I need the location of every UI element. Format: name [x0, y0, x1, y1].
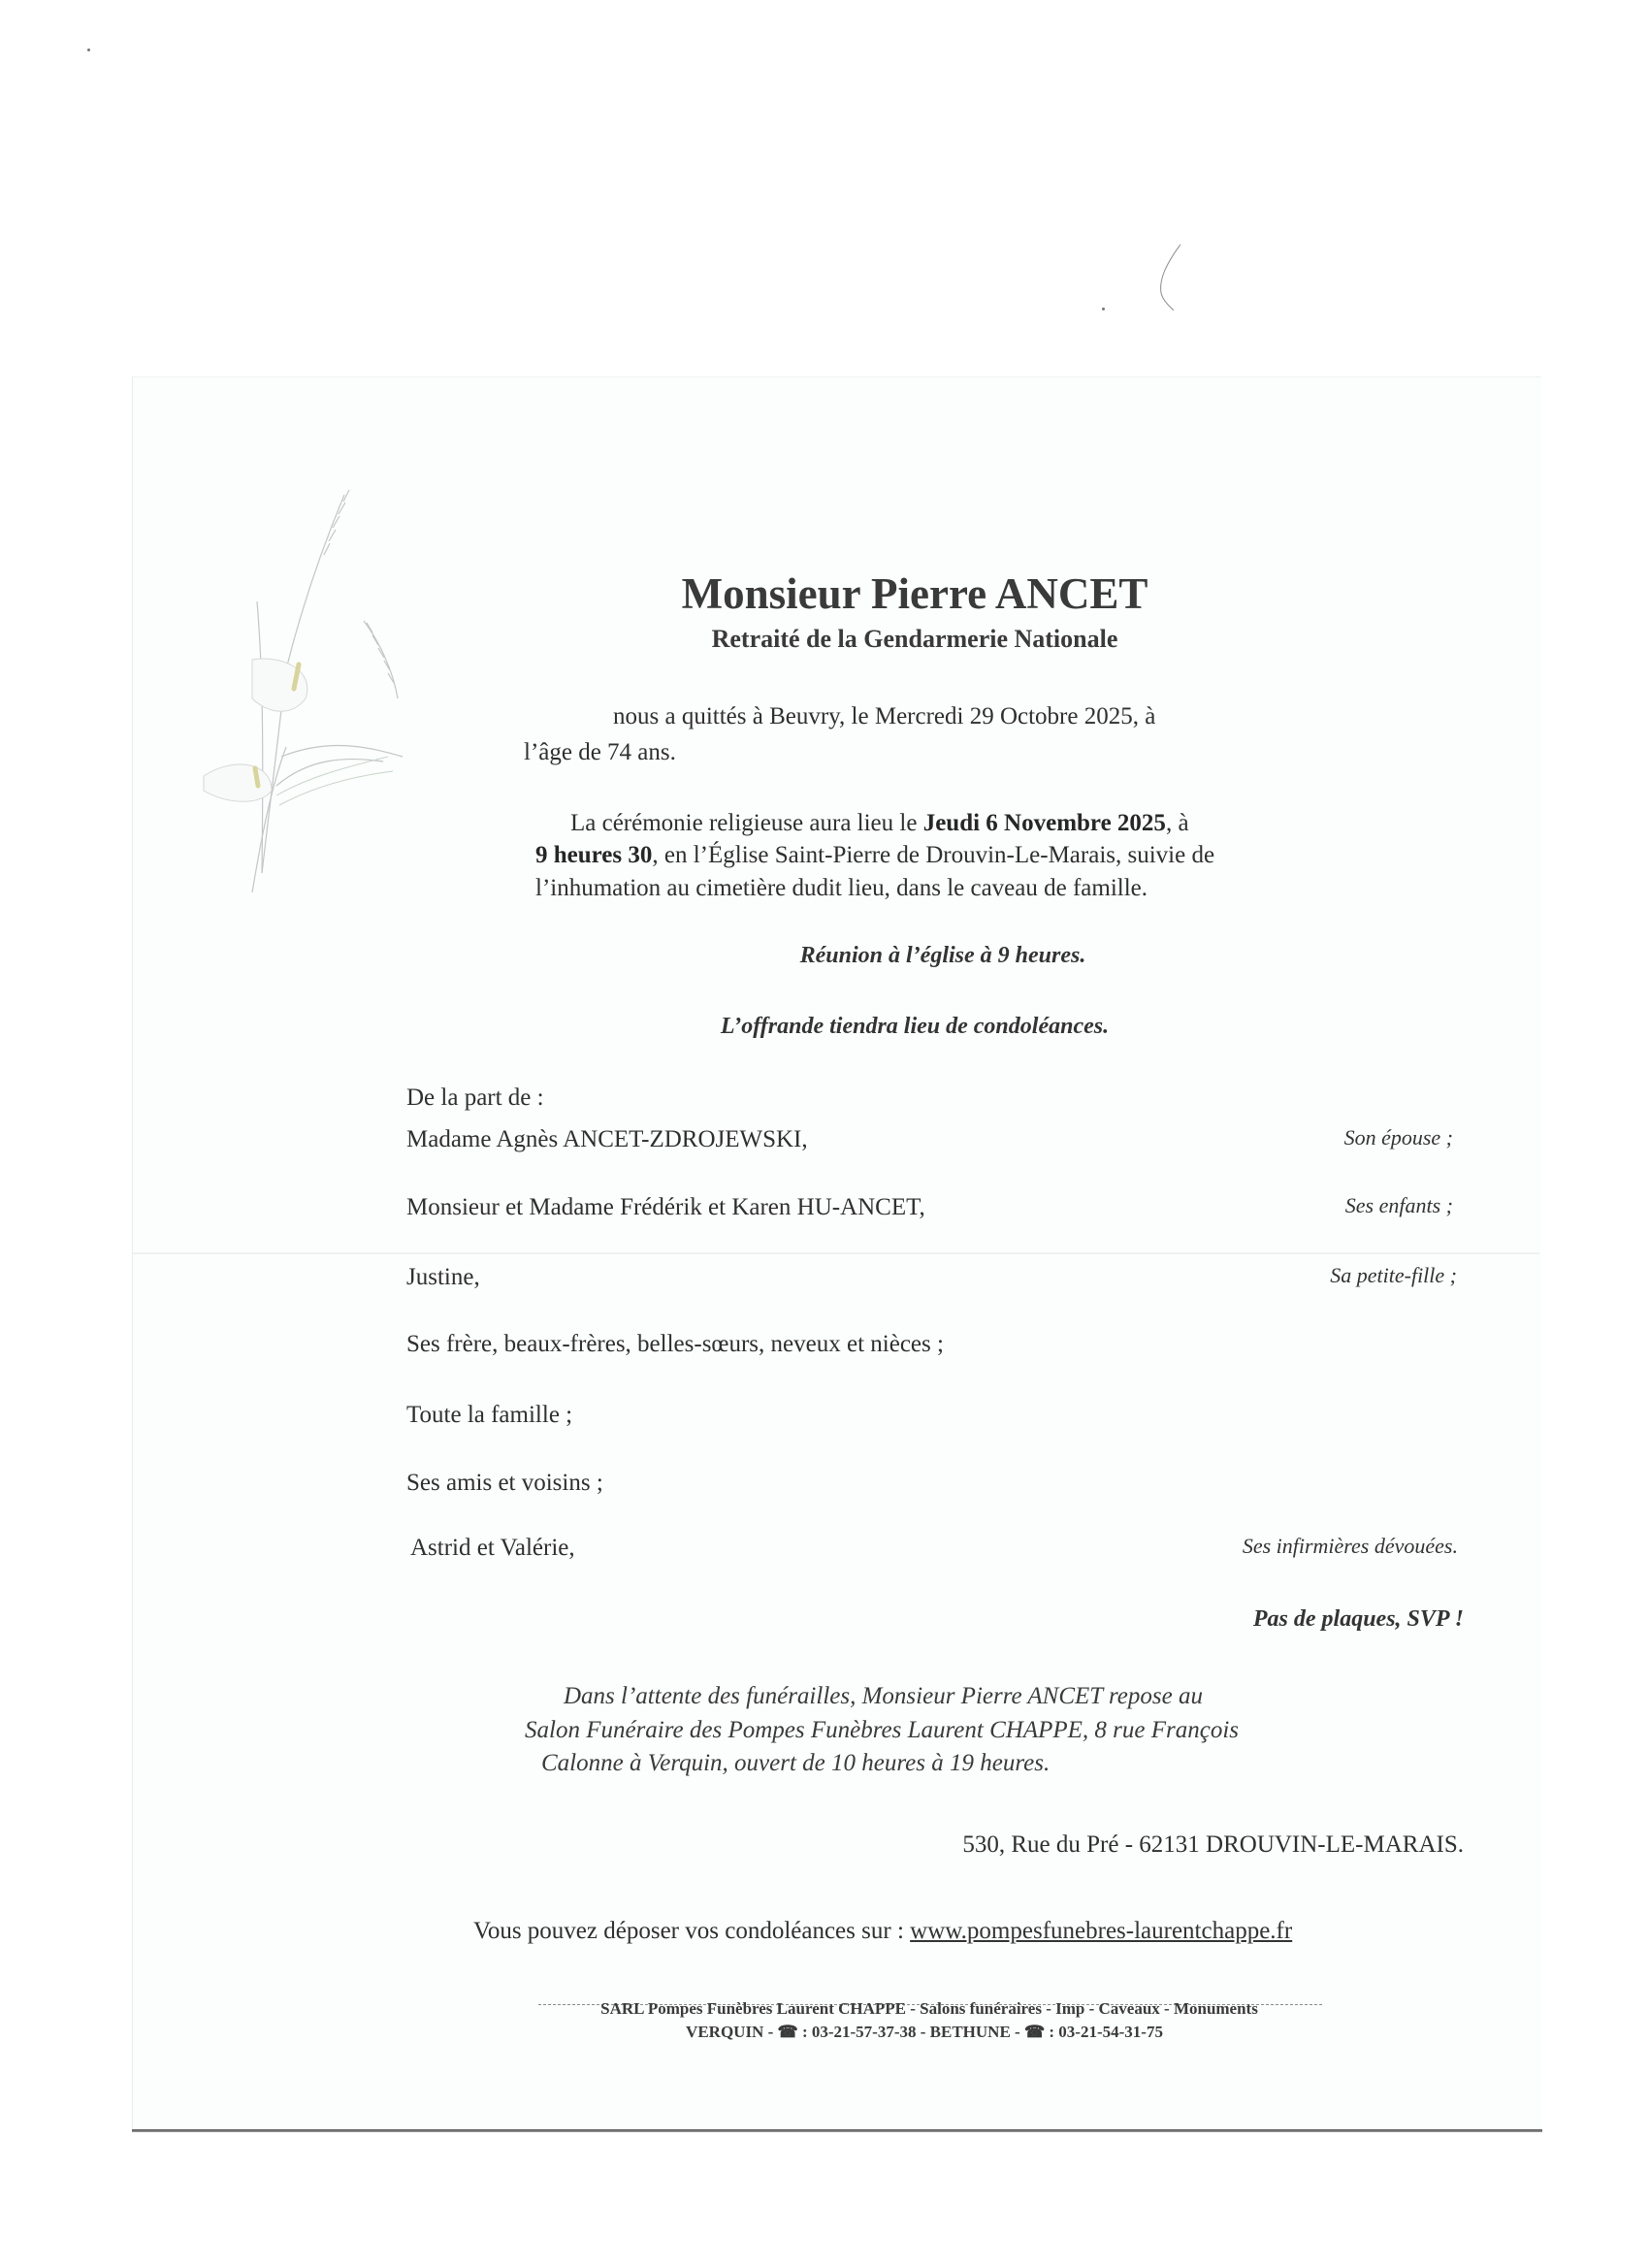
- footer-text: : 03-21-54-31-75: [1045, 2023, 1163, 2041]
- no-plaques-note: Pas de plaques, SVP !: [1252, 1606, 1464, 1632]
- fold-line: [133, 1252, 1539, 1254]
- pen-mark: [1159, 243, 1188, 315]
- family-name: Madame Agnès ANCET-ZDROJEWSKI,: [406, 1126, 808, 1152]
- meeting-note: Réunion à l’église à 9 heures.: [799, 943, 1086, 968]
- family-name: Astrid et Valérie,: [410, 1535, 575, 1561]
- family-relation: Son épouse ;: [1343, 1125, 1453, 1150]
- family-name: Ses frère, beaux-frères, belles-sœurs, neveux et nièces ;: [406, 1331, 944, 1357]
- from-label: De la part de :: [406, 1085, 544, 1111]
- ceremony-line-2: [535, 843, 1214, 867]
- scan-speck: [1102, 308, 1105, 310]
- ceremony-text: , à: [1165, 810, 1189, 836]
- family-relation: Sa petite-fille ;: [1330, 1263, 1457, 1287]
- card-bottom-edge: [132, 2129, 1542, 2132]
- scan-speck: [87, 49, 90, 51]
- ceremony-line-1: [570, 811, 1189, 835]
- telephone-icon: ☎: [777, 2023, 798, 2041]
- funeral-home-line-3: Calonne à Verquin, ouvert de 10 heures à 19 heures.: [541, 1750, 1051, 1776]
- condolences-link[interactable]: www.pompesfunebres-laurentchappe.fr: [910, 1918, 1293, 1944]
- family-name: Justine,: [406, 1264, 480, 1290]
- footer-text: : 03-21-57-37-38 - BETHUNE -: [797, 2023, 1024, 2041]
- ceremony-line-3: l’inhumation au cimetière dudit lieu, dans le caveau de famille.: [535, 875, 1148, 901]
- footer-text: VERQUIN -: [686, 2023, 778, 2041]
- ceremony-text: , en l’Église Saint-Pierre de Drouvin-Le-Marais, suivie de: [652, 842, 1215, 868]
- condolences-line: [473, 1919, 1292, 1943]
- offering-note: L’offrande tiendra lieu de condoléances.: [720, 1014, 1110, 1039]
- ceremony-time: 9 heures 30: [535, 842, 653, 868]
- family-relation: Ses infirmières dévouées.: [1242, 1534, 1458, 1558]
- deceased-subtitle: Retraité de la Gendarmerie Nationale: [711, 625, 1118, 653]
- telephone-icon: ☎: [1023, 2023, 1046, 2041]
- ceremony-date: Jeudi 6 Novembre 2025: [922, 810, 1166, 836]
- footer-company-line: SARL Pompes Funèbres Laurent CHAPPE - Salons funéraires - Imp - Caveaux - Monuments: [600, 1999, 1258, 2018]
- death-notice-line-1: nous a quittés à Beuvry, le Mercredi 29 Octobre 2025, à: [613, 703, 1156, 729]
- family-name: Monsieur et Madame Frédérik et Karen HU-ANCET,: [406, 1194, 925, 1220]
- ceremony-text: La cérémonie religieuse aura lieu le: [570, 810, 923, 836]
- deceased-name-title: Monsieur Pierre ANCET: [681, 569, 1148, 618]
- condolences-text: Vous pouvez déposer vos condoléances sur :: [473, 1918, 911, 1944]
- family-name: Toute la famille ;: [406, 1402, 573, 1428]
- funeral-home-line-2: Salon Funéraire des Pompes Funèbres Laurent CHAPPE, 8 rue François: [525, 1717, 1240, 1743]
- funeral-home-line-1: Dans l’attente des funérailles, Monsieur Pierre ANCET repose au: [564, 1683, 1203, 1709]
- family-relation: Ses enfants ;: [1344, 1193, 1453, 1217]
- death-notice-line-2: l’âge de 74 ans.: [524, 739, 676, 765]
- calla-lily-illustration: [194, 466, 446, 912]
- family-address: 530, Rue du Pré - 62131 DROUVIN-LE-MARAIS.: [962, 1831, 1464, 1858]
- family-name: Ses amis et voisins ;: [406, 1470, 603, 1496]
- footer-phone-line: [686, 2024, 1163, 2040]
